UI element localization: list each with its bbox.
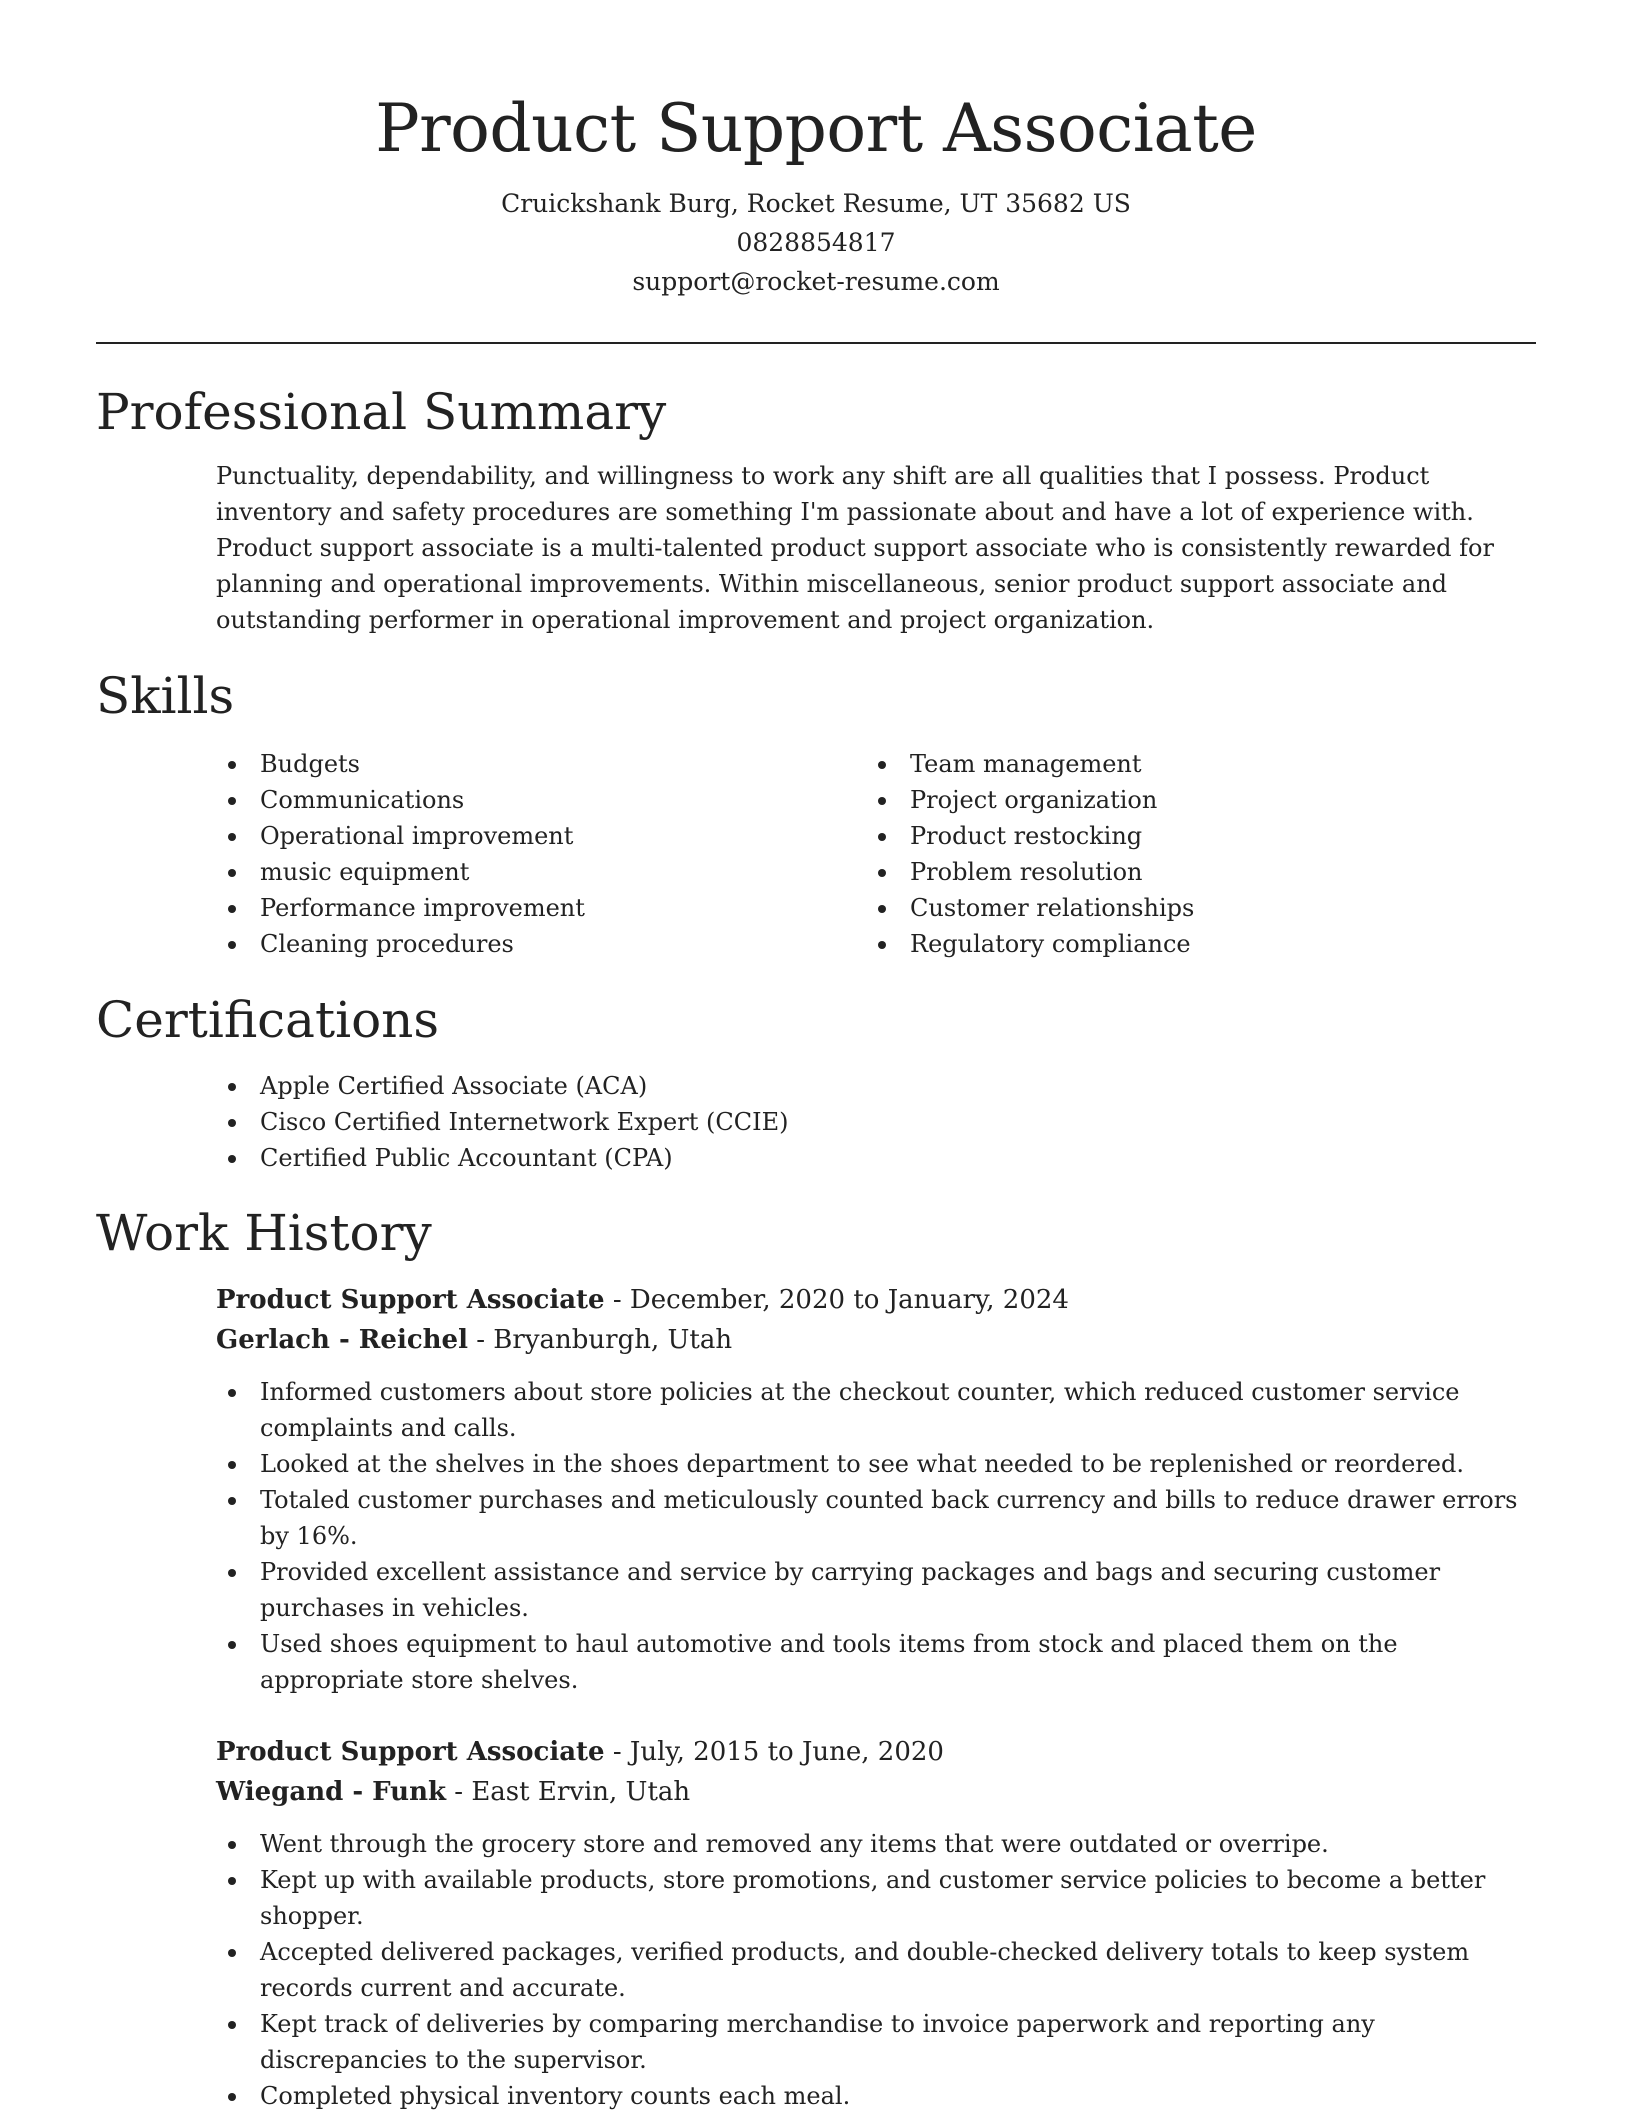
skill-item: Project organization bbox=[866, 782, 1466, 818]
certifications-heading: Certifications bbox=[96, 991, 440, 1049]
job-bullet: Informed customers about store policies at the checkout counter, which reduced customer service complaints and calls. bbox=[216, 1374, 1536, 1446]
job-bullet: Completed physical inventory counts each meal. bbox=[216, 2078, 1536, 2114]
resume-header bbox=[0, 0, 1632, 301]
skill-item: music equipment bbox=[216, 854, 816, 890]
job-dates: - December, 2020 to January, 2024 bbox=[604, 1285, 1069, 1315]
skill-item: Budgets bbox=[216, 746, 816, 782]
job-bullet: Kept track of deliveries by comparing merchandise to invoice paperwork and reporting any discrepancies to the supervisor. bbox=[216, 2006, 1536, 2078]
certification-item: Apple Certified Associate (ACA) bbox=[216, 1068, 1536, 1104]
skills-heading: Skills bbox=[96, 667, 235, 725]
skills-list-right bbox=[866, 746, 1466, 962]
job-bullet: Provided excellent assistance and service by carrying packages and bags and securing customer purchases in vehicles. bbox=[216, 1554, 1536, 1626]
job-company: Gerlach - Reichel bbox=[216, 1325, 468, 1355]
skill-item: Customer relationships bbox=[866, 890, 1466, 926]
contact-block bbox=[0, 184, 1632, 301]
skills-list-left bbox=[216, 746, 816, 962]
skill-item: Communications bbox=[216, 782, 816, 818]
contact-address: Cruickshank Burg, Rocket Resume, UT 35682 US bbox=[501, 189, 1131, 218]
header-divider bbox=[96, 342, 1536, 344]
job-company-line bbox=[216, 1320, 732, 1360]
summary-heading: Professional Summary bbox=[96, 383, 667, 441]
certification-item: Cisco Certified Internetwork Expert (CCIE) bbox=[216, 1104, 1536, 1140]
job-company-line bbox=[216, 1772, 690, 1812]
skill-item: Cleaning procedures bbox=[216, 926, 816, 962]
skill-item: Operational improvement bbox=[216, 818, 816, 854]
job-bullet-list bbox=[216, 1826, 1536, 2114]
contact-phone: 0828854817 bbox=[736, 228, 896, 257]
contact-email: support@rocket-resume.com bbox=[632, 267, 1000, 296]
job-location: - Bryanburgh, Utah bbox=[467, 1325, 733, 1355]
skill-item: Product restocking bbox=[866, 818, 1466, 854]
job-title-line bbox=[216, 1732, 944, 1772]
job-bullet-list bbox=[216, 1374, 1536, 1698]
job-title-line bbox=[216, 1280, 1069, 1320]
skill-item: Team management bbox=[866, 746, 1466, 782]
job-dates: - July, 2015 to June, 2020 bbox=[604, 1737, 944, 1767]
skill-item: Regulatory compliance bbox=[866, 926, 1466, 962]
skill-item: Performance improvement bbox=[216, 890, 816, 926]
certifications-list bbox=[216, 1068, 1536, 1176]
summary-text: Punctuality, dependability, and willingness to work any shift are all qualities that I possess. Product inventory and safety procedures are something I'm passionate about and have a lot of experience with. Product support associate is a multi-talented product support associate who is consistently rewarded for planning and operational improvements. Within miscellaneous, senior product support associate and outstanding performer in operational improvement and project organization. bbox=[216, 462, 1494, 634]
job-title: Product Support Associate bbox=[216, 1737, 605, 1767]
skill-item: Problem resolution bbox=[866, 854, 1466, 890]
job-company: Wiegand - Funk bbox=[216, 1777, 446, 1807]
certification-item: Certified Public Accountant (CPA) bbox=[216, 1140, 1536, 1176]
job-title: Product Support Associate bbox=[216, 1285, 605, 1315]
job-bullet: Used shoes equipment to haul automotive and tools items from stock and placed them on the appropriate store shelves. bbox=[216, 1626, 1536, 1698]
job-bullet: Looked at the shelves in the shoes department to see what needed to be replenished or reordered. bbox=[216, 1446, 1536, 1482]
job-bullet: Kept up with available products, store promotions, and customer service policies to become a better shopper. bbox=[216, 1862, 1536, 1934]
work-history-heading: Work History bbox=[96, 1204, 432, 1262]
job-bullet: Went through the grocery store and removed any items that were outdated or overripe. bbox=[216, 1826, 1536, 1862]
job-location: - East Ervin, Utah bbox=[446, 1777, 691, 1807]
job-bullet: Totaled customer purchases and meticulously counted back currency and bills to reduce drawer errors by 16%. bbox=[216, 1482, 1536, 1554]
page-title: Product Support Associate bbox=[375, 90, 1257, 167]
job-bullet: Accepted delivered packages, verified products, and double-checked delivery totals to keep system records current and accurate. bbox=[216, 1934, 1536, 2006]
